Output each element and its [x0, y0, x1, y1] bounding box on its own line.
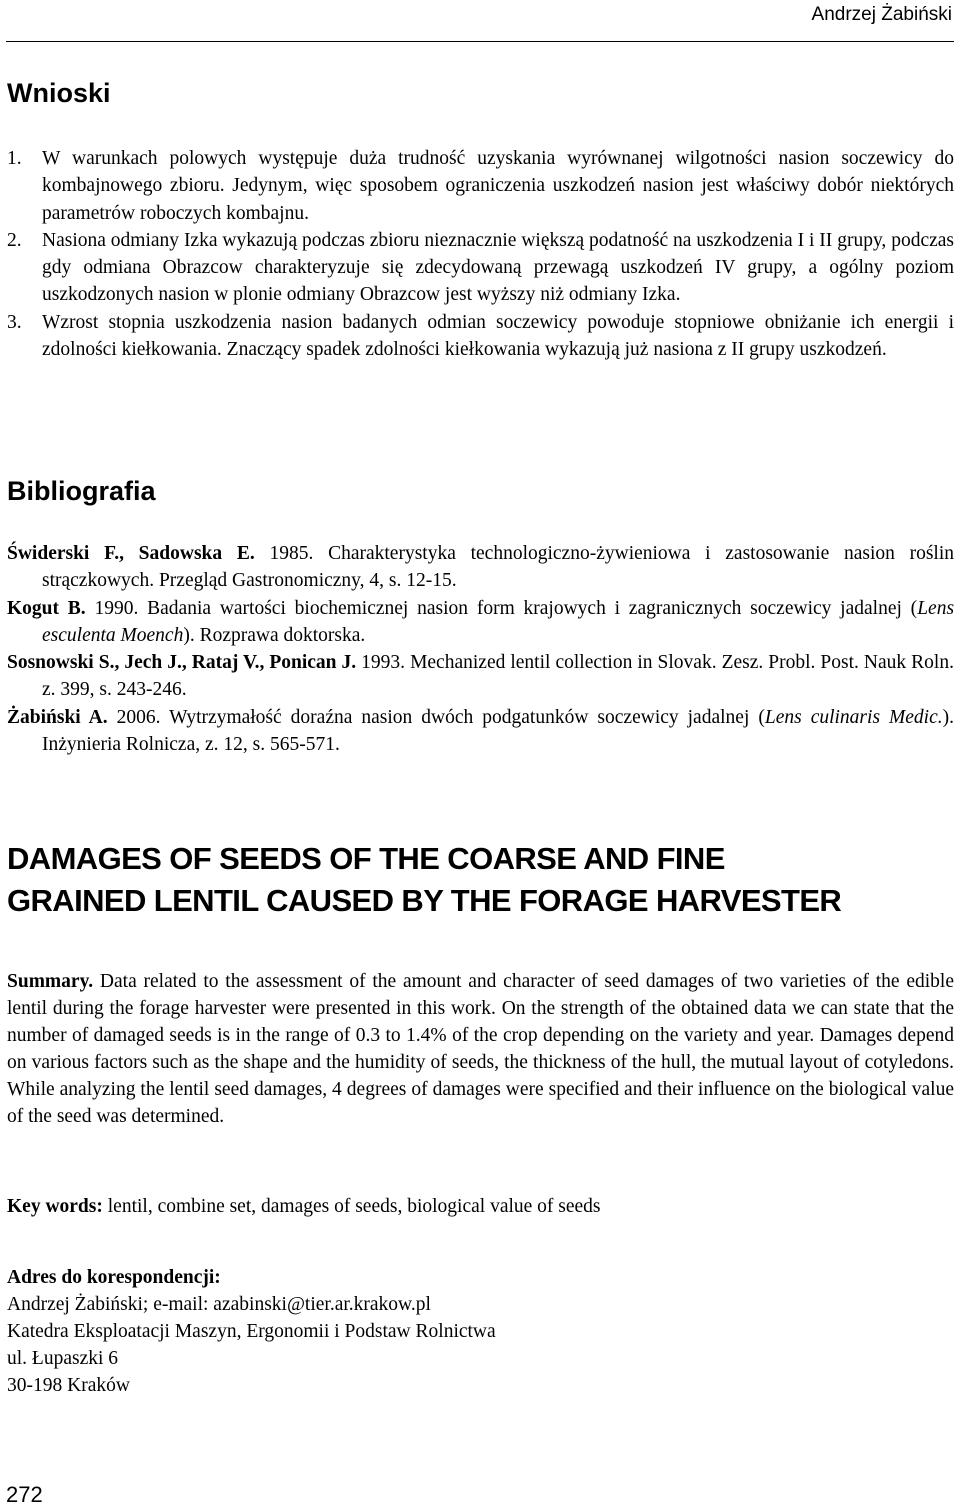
bib-text: Mechanized lentil collection in Slovak. Zesz. Probl. Post. Nauk Roln. z. 399, s. 243-246.: [42, 652, 954, 701]
keywords-text: lentil, combine set, damages of seeds, biological value of seeds: [107, 1196, 601, 1217]
bib-text-end: ). Rozprawa doktorska.: [183, 624, 366, 646]
conclusion-text: Nasiona odmiany Izka wykazują podczas zbioru nieznacznie większą podatność na uszkodzenia I i II grupy, podczas gdy odmiana Obrazcow charakteryzuje się zdecydowaną przewagą uszkodzeń IV grupy, a ogólny poziom uszkodzonych nasion w plonie odmiany Obrazcow jest wyższy niż odmiany Izka.: [42, 229, 954, 306]
correspondence-block: [7, 1264, 954, 1399]
section-heading-bibliografia: Bibliografia: [7, 476, 156, 506]
correspondence-line: Andrzej Żabiński; e-mail: azabinski@tier.ar.krakow.pl: [7, 1294, 431, 1315]
header-divider: [6, 41, 954, 42]
conclusion-number: 1.: [7, 148, 22, 169]
conclusion-item: [7, 309, 954, 364]
conclusion-text: W warunkach polowych występuje duża trudność uzyskania wyrównanej wilgotności nasion soczewicy do kombajnowego zbioru. Jedynym, więc sposobem ograniczenia uszkodzeń nasion jest właściwy dobór niektórych parametrów roboczych kombajnu.: [42, 148, 954, 224]
bibliography-entry: [7, 649, 954, 704]
bib-text: Wytrzymałość doraźna nasion dwóch podgatunków soczewicy jadalnej (: [169, 706, 765, 728]
english-title-line: DAMAGES OF SEEDS OF THE COARSE AND FINE: [7, 841, 725, 876]
page-number: 272: [6, 1482, 43, 1507]
english-title: [7, 838, 957, 922]
bib-authors: Kogut B.: [7, 597, 86, 619]
bibliography-list: [7, 540, 954, 758]
english-title-line: GRAINED LENTIL CAUSED BY THE FORAGE HARVESTER: [7, 883, 842, 918]
correspondence-line: ul. Łupaszki 6: [7, 1348, 119, 1369]
correspondence-label: Adres do korespondencji:: [7, 1267, 221, 1288]
summary-paragraph: [7, 968, 954, 1130]
bib-authors: Świderski F., Sadowska E.: [7, 543, 255, 564]
conclusions-list: [7, 145, 954, 363]
bib-authors: Żabiński A.: [7, 706, 108, 728]
summary-label: Summary.: [7, 971, 94, 992]
bib-text: Badania wartości biochemicznej nasion form krajowych i zagranicznych soczewicy jadalnej (: [147, 597, 918, 619]
conclusion-item: [7, 145, 954, 227]
bib-year: 2006.: [116, 706, 161, 728]
bibliography-entry: [7, 704, 954, 759]
bib-text: Charakterystyka technologiczno-żywieniowa i zastosowanie nasion roślin strączkowych. Przegląd Gastronomiczny, 4, s. 12-15.: [42, 543, 955, 592]
running-header-author: Andrzej Żabiński: [811, 4, 952, 25]
summary-text: Data related to the assessment of the amount and character of seed damages of two varieties of the edible lentil during the forage harvester were presented in this work. On the strength of the obtained data we can state that the number of damaged seeds is in the range of 0.3 to 1.4% of the crop depending on the variety and year. Damages depend on various factors such as the shape and the humidity of seeds, the thickness of the hull, the mutual layout of cotyledons. While analyzing the lentil seed damages, 4 degrees of damages were specified and their influence on the biological value of the seed was determined.: [7, 971, 954, 1127]
correspondence-line: 30-198 Kraków: [7, 1375, 130, 1396]
bib-year: 1990.: [94, 597, 139, 619]
bibliography-entry: [7, 540, 954, 595]
bib-year: 1985.: [269, 543, 314, 564]
section-heading-wnioski: Wnioski: [7, 78, 111, 108]
bib-year: 1993.: [361, 652, 406, 674]
bib-authors: Sosnowski S., Jech J., Rataj V., Ponican J.: [7, 652, 357, 674]
bibliography-entry: [7, 595, 954, 650]
bib-species: Lens esculenta Moench: [42, 597, 955, 646]
conclusion-number: 3.: [7, 311, 22, 333]
bib-text-end: ). Inżynieria Rolnicza, z. 12, s. 565-571.: [42, 706, 955, 756]
keywords-label: Key words:: [7, 1196, 103, 1217]
keywords-line: [7, 1193, 954, 1220]
conclusion-item: [7, 227, 954, 309]
correspondence-line: Katedra Eksploatacji Maszyn, Ergonomii i Podstaw Rolnictwa: [7, 1321, 496, 1342]
bib-species: Lens culinaris Medic.: [764, 706, 943, 728]
conclusion-text: Wzrost stopnia uszkodzenia nasion badanych odmian soczewicy powoduje stopniowe obniżanie ich energii i zdolności kiełkowania. Znaczący spadek zdolności kiełkowania wykazują już nasiona z II grupy uszkodzeń.: [42, 311, 954, 361]
conclusion-number: 2.: [7, 229, 22, 251]
